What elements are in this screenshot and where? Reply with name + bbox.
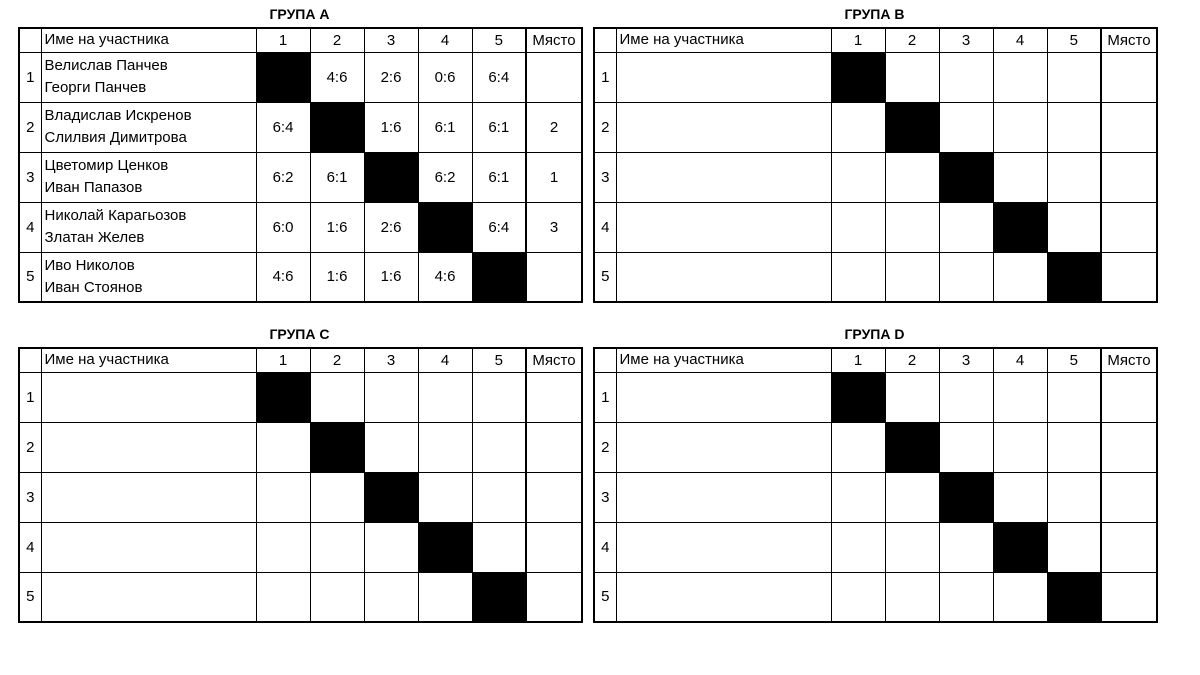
diagonal-blocked-cell [310,102,364,152]
participant-name-cell [41,472,256,522]
participant-name-cell [41,572,256,622]
score-cell [256,572,310,622]
header-name-cell: Име на участника [41,348,256,372]
place-cell [526,522,582,572]
participant-name-cell [616,472,831,522]
player-name-2: Георги Панчев [44,79,147,96]
diagonal-blocked-cell [885,102,939,152]
score-cell [939,572,993,622]
score-cell: 6:4 [472,202,526,252]
score-cell [364,522,418,572]
diagonal-blocked-cell [993,202,1047,252]
score-cell: 6:4 [256,102,310,152]
row-number-cell: 1 [19,52,41,102]
header-name-cell: Име на участника [41,28,256,52]
score-cell [885,372,939,422]
row-number-cell: 2 [594,422,616,472]
header-name-cell: Име на участника [616,348,831,372]
group-table [593,27,1158,303]
score-cell: 6:1 [472,102,526,152]
score-cell [310,572,364,622]
participant-row [594,472,1157,522]
header-opponent-cell: 1 [831,348,885,372]
participant-name-cell [616,522,831,572]
score-cell [885,202,939,252]
score-cell [256,472,310,522]
player-name-1: Николай Карагьозов [44,207,187,224]
score-cell [364,572,418,622]
score-cell [993,372,1047,422]
participant-row [19,422,582,472]
header-opponent-cell: 5 [1047,28,1101,52]
score-cell [939,522,993,572]
participant-row [19,102,582,152]
participant-row [594,52,1157,102]
diagonal-blocked-cell [1047,572,1101,622]
player-name-2: Слилвия Димитрова [44,129,187,146]
score-cell [1047,152,1101,202]
score-cell [1047,472,1101,522]
header-row [19,28,582,52]
row-number-cell: 4 [594,202,616,252]
header-opponent-cell: 1 [256,28,310,52]
group-b-section [593,5,1156,303]
header-place-cell: Място [1101,348,1157,372]
header-opponent-cell: 2 [310,348,364,372]
group-title: ГРУПА D [844,326,905,342]
score-cell [310,522,364,572]
diagonal-blocked-cell [1047,252,1101,302]
score-cell [1047,372,1101,422]
score-cell: 1:6 [364,102,418,152]
header-opponent-cell: 5 [1047,348,1101,372]
header-opponent-cell: 4 [993,28,1047,52]
row-number-cell: 2 [594,102,616,152]
participant-name-cell [41,522,256,572]
score-cell [418,422,472,472]
group-title: ГРУПА C [269,326,330,342]
score-cell [831,252,885,302]
diagonal-blocked-cell [472,572,526,622]
header-opponent-cell: 2 [310,28,364,52]
diagonal-blocked-cell [472,252,526,302]
diagonal-blocked-cell [885,422,939,472]
score-cell [472,522,526,572]
place-cell [1101,472,1157,522]
participant-name-cell [41,152,256,202]
score-cell: 4:6 [310,52,364,102]
participant-row [594,252,1157,302]
score-cell [831,522,885,572]
diagonal-blocked-cell [939,472,993,522]
place-cell: 2 [526,102,582,152]
score-cell: 2:6 [364,52,418,102]
header-opponent-cell: 4 [418,28,472,52]
score-cell [885,522,939,572]
row-number-cell: 3 [19,152,41,202]
diagonal-blocked-cell [310,422,364,472]
row-number-cell: 3 [594,472,616,522]
score-cell [939,372,993,422]
score-cell [472,422,526,472]
participant-row [594,522,1157,572]
score-cell [418,472,472,522]
participant-row [19,572,582,622]
group-a-section [18,5,581,303]
row-number-cell: 4 [19,202,41,252]
participant-name-cell [616,152,831,202]
participant-row [594,102,1157,152]
score-cell [885,52,939,102]
row-number-cell: 4 [594,522,616,572]
participant-row [594,422,1157,472]
score-cell: 4:6 [256,252,310,302]
score-cell [993,52,1047,102]
place-cell: 1 [526,152,582,202]
place-cell [526,252,582,302]
score-cell [993,472,1047,522]
header-opponent-cell: 4 [993,348,1047,372]
player-name-1: Велислав Панчев [44,57,168,74]
diagonal-blocked-cell [256,52,310,102]
place-cell [526,52,582,102]
participant-name-cell [41,102,256,152]
participant-name-cell [616,252,831,302]
score-cell: 6:1 [310,152,364,202]
participant-row [594,202,1157,252]
player-name-2: Иван Стоянов [44,278,143,296]
place-cell [1101,522,1157,572]
score-cell [885,572,939,622]
participant-row [19,522,582,572]
score-cell [472,372,526,422]
score-cell [885,152,939,202]
place-cell [1101,572,1157,622]
participant-name-cell [616,202,831,252]
row-number-cell: 1 [19,372,41,422]
score-cell [418,372,472,422]
participant-name-cell [41,52,256,102]
row-number-cell: 1 [594,52,616,102]
place-cell [526,422,582,472]
diagonal-blocked-cell [364,472,418,522]
row-number-cell: 5 [19,252,41,302]
score-cell [939,102,993,152]
score-cell [939,52,993,102]
participant-row [19,202,582,252]
group-title: ГРУПА А [269,6,330,22]
participant-row [594,152,1157,202]
score-cell: 6:1 [418,102,472,152]
row-number-cell: 5 [19,572,41,622]
header-opponent-cell: 2 [885,348,939,372]
row-number-cell: 2 [19,422,41,472]
participant-name-cell [616,52,831,102]
participant-name-cell [41,252,256,302]
place-cell [526,472,582,522]
score-cell [1047,202,1101,252]
header-place-cell: Място [1101,28,1157,52]
score-cell [993,422,1047,472]
group-table [593,347,1158,623]
player-name-1: Цветомир Ценков [44,157,169,174]
group-table [18,27,583,303]
score-cell: 1:6 [310,202,364,252]
score-cell [310,472,364,522]
score-cell: 6:2 [256,152,310,202]
participant-name-cell [616,572,831,622]
score-cell: 2:6 [364,202,418,252]
diagonal-blocked-cell [831,52,885,102]
player-name-2: Златан Желев [44,229,145,246]
participant-row [19,152,582,202]
group-c-section [18,325,581,623]
score-cell [310,372,364,422]
score-cell: 4:6 [418,252,472,302]
score-cell [831,572,885,622]
diagonal-blocked-cell [939,152,993,202]
player-name-2: Иван Папазов [44,179,143,196]
score-cell [993,572,1047,622]
score-cell: 6:2 [418,152,472,202]
header-opponent-cell: 5 [472,348,526,372]
score-cell [831,422,885,472]
score-cell [939,422,993,472]
player-name-1: Владислав Искренов [44,107,192,124]
header-opponent-cell: 2 [885,28,939,52]
participant-row [594,572,1157,622]
row-number-cell: 3 [594,152,616,202]
diagonal-blocked-cell [256,372,310,422]
row-number-cell: 2 [19,102,41,152]
diagonal-blocked-cell [418,202,472,252]
header-opponent-cell: 3 [939,28,993,52]
participant-name-cell [41,372,256,422]
participant-row [19,252,582,302]
score-cell [256,522,310,572]
participant-row [19,52,582,102]
place-cell [1101,252,1157,302]
score-cell [256,422,310,472]
score-cell [418,572,472,622]
place-cell [1101,152,1157,202]
header-index-cell [19,28,41,52]
place-cell [1101,102,1157,152]
score-cell [993,102,1047,152]
header-name-cell: Име на участника [616,28,831,52]
row-number-cell: 3 [19,472,41,522]
score-cell: 1:6 [310,252,364,302]
participant-name-cell [616,102,831,152]
header-place-cell: Място [526,348,582,372]
diagonal-blocked-cell [831,372,885,422]
participant-row [19,372,582,422]
header-opponent-cell: 3 [364,28,418,52]
score-cell [831,472,885,522]
header-row [594,348,1157,372]
header-row [594,28,1157,52]
score-cell [993,252,1047,302]
participant-row [594,372,1157,422]
place-cell [1101,422,1157,472]
participant-name-cell [41,202,256,252]
row-number-cell: 1 [594,372,616,422]
score-cell [993,152,1047,202]
place-cell [526,372,582,422]
score-cell [364,372,418,422]
place-cell [1101,372,1157,422]
score-cell [1047,422,1101,472]
score-cell [885,252,939,302]
score-cell: 0:6 [418,52,472,102]
row-number-cell: 5 [594,572,616,622]
header-index-cell [594,28,616,52]
diagonal-blocked-cell [418,522,472,572]
row-number-cell: 5 [594,252,616,302]
header-opponent-cell: 1 [256,348,310,372]
participant-row [19,472,582,522]
header-index-cell [594,348,616,372]
participant-name-cell [41,422,256,472]
score-cell [885,472,939,522]
place-cell [1101,202,1157,252]
header-opponent-cell: 3 [939,348,993,372]
score-cell [364,422,418,472]
participant-name-cell [616,372,831,422]
score-cell [939,202,993,252]
score-cell [1047,522,1101,572]
score-cell [1047,52,1101,102]
place-cell [1101,52,1157,102]
score-cell: 1:6 [364,252,418,302]
group-table [18,347,583,623]
score-cell [831,102,885,152]
header-opponent-cell: 4 [418,348,472,372]
score-cell [831,202,885,252]
score-cell: 6:4 [472,52,526,102]
header-opponent-cell: 3 [364,348,418,372]
player-name-1: Иво Николов [44,256,135,274]
group-title: ГРУПА B [844,6,905,22]
place-cell [526,572,582,622]
score-cell [939,252,993,302]
diagonal-blocked-cell [993,522,1047,572]
diagonal-blocked-cell [364,152,418,202]
header-opponent-cell: 5 [472,28,526,52]
header-row [19,348,582,372]
header-opponent-cell: 1 [831,28,885,52]
header-index-cell [19,348,41,372]
score-cell [831,152,885,202]
place-cell: 3 [526,202,582,252]
score-cell [1047,102,1101,152]
group-d-section [593,325,1156,623]
score-cell [472,472,526,522]
score-cell: 6:1 [472,152,526,202]
header-place-cell: Място [526,28,582,52]
row-number-cell: 4 [19,522,41,572]
participant-name-cell [616,422,831,472]
score-cell: 6:0 [256,202,310,252]
